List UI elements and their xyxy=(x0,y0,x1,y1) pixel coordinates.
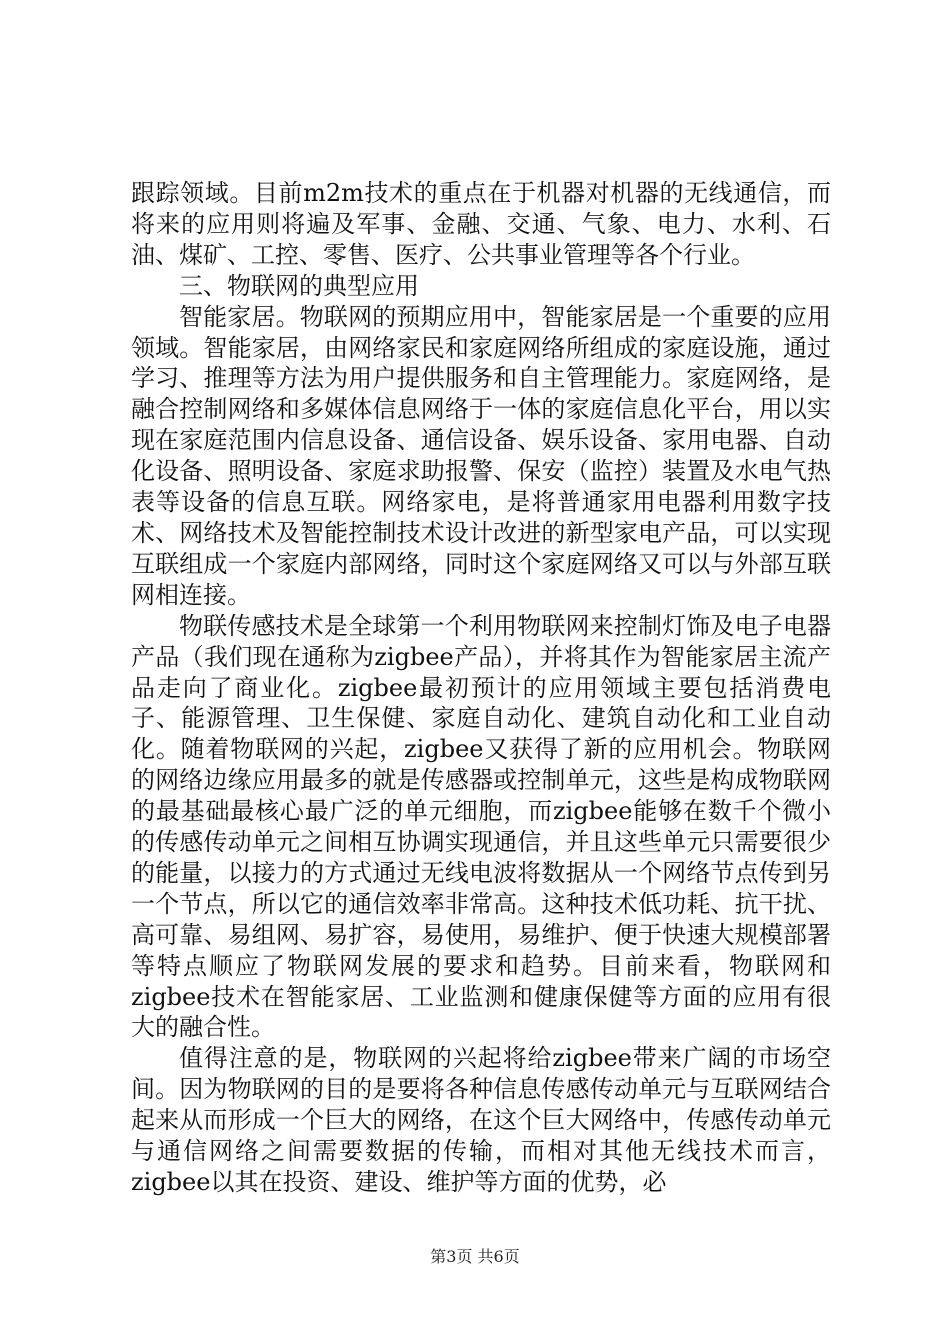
page-number-footer: 第3页 共6页 xyxy=(430,1247,520,1266)
paragraph: 智能家居。物联网的预期应用中，智能家居是一个重要的应用领域。智能家居，由网络家民和家庭网络所组成的家庭设施，通过学习、推理等方法为用户提供服务和自主管理能力。家庭网络，是融合控制网络和多媒体信息网络于一体的家庭信息化平台，用以实现在家庭范围内信息设备、通信设备、娱乐设备、家用电器、自动化设备、照明设备、家庭求助报警、保安（监控）装置及水电气热表等设备的信息互联。网络家电，是将普通家用电器利用数字技术、网络技术及智能控制技术设计改进的新型家电产品，可以实现互联组成一个家庭内部网络，同时这个家庭网络又可以与外部互联网相连接。 xyxy=(131,302,831,609)
paragraph: 跟踪领域。目前m2m技术的重点在于机器对机器的无线通信，而将来的应用则将遍及军事、金融、交通、气象、电力、水利、石油、煤矿、工控、零售、医疗、公共事业管理等各个行业。 xyxy=(131,179,831,269)
paragraph: 值得注意的是，物联网的兴起将给zigbee带来广阔的市场空间。因为物联网的目的是要将各种信息传感传动单元与互联网结合起来从而形成一个巨大的网络，在这个巨大网络中，传感传动单元与通信网络之间需要数据的传输，而相对其他无线技术而言，zigbee以其在投资、建设、维护等方面的优势，必 xyxy=(131,1044,831,1196)
paragraph: 物联传感技术是全球第一个利用物联网来控制灯饰及电子电器产品（我们现在通称为zigbee产品），并将其作为智能家居主流产品走向了商业化。zigbee最初预计的应用领域主要包括消费电子、能源管理、卫生保健、家庭自动化、建筑自动化和工业自动化。随着物联网的兴起，zigbee又获得了新的应用机会。物联网的网络边缘应用最多的就是传感器或控制单元，这些是构成物联网的最基础最核心最广泛的单元细胞，而zigbee能够在数千个微小的传感传动单元之间相互协调实现通信，并且这些单元只需要很少的能量，以接力的方式通过无线电波将数据从一个网络节点传到另一个节点，所以它的通信效率非常高。这种技术低功耗、抗干扰、高可靠、易组网、易扩容，易使用，易维护、便于快速大规模部署等特点顺应了物联网发展的要求和趋势。目前来看，物联网和zigbee技术在智能家居、工业监测和健康保健等方面的应用有很大的融合性。 xyxy=(131,611,831,1042)
document-body xyxy=(131,178,831,1198)
section-heading: 三、物联网的典型应用 xyxy=(179,271,419,300)
